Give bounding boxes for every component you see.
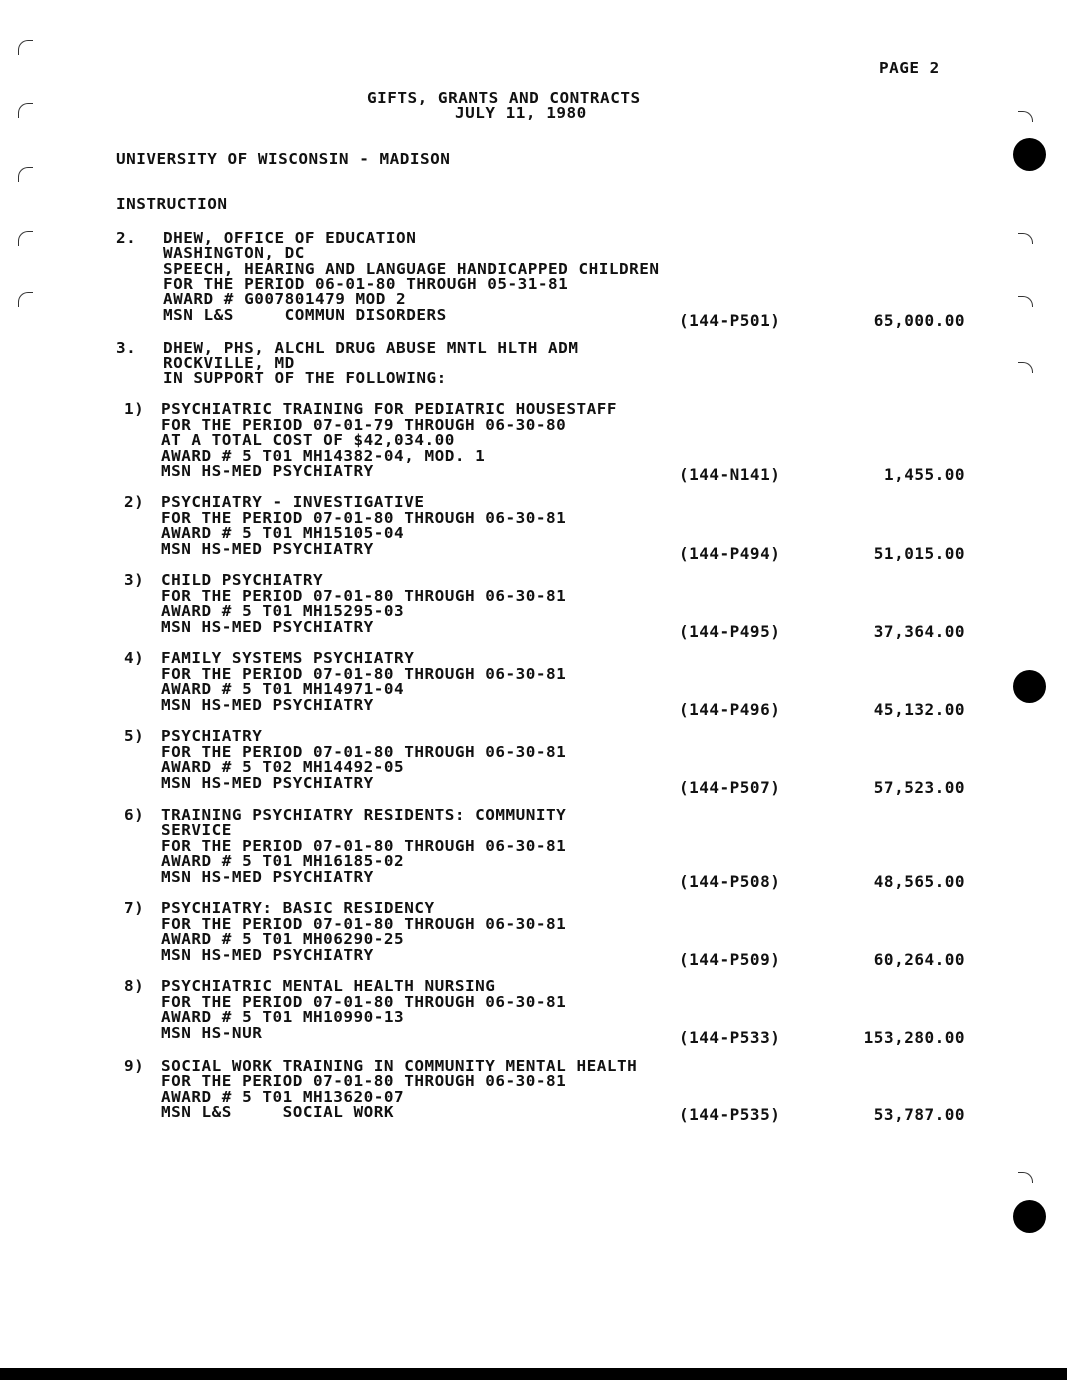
document-title: GIFTS, GRANTS AND CONTRACTS xyxy=(367,89,641,107)
edge-mark xyxy=(1018,362,1033,373)
item-line: PSYCHIATRY - INVESTIGATIVE xyxy=(161,493,425,511)
account-number: (144-P535) xyxy=(679,1105,781,1124)
section-heading: INSTRUCTION xyxy=(116,195,228,213)
account-number: (144-P508) xyxy=(679,872,781,891)
item-number: 7) xyxy=(124,899,145,917)
item-line: MSN HS-MED PSYCHIATRY xyxy=(161,462,374,480)
item-line: AWARD # 5 T01 MH10990-13 xyxy=(161,1008,405,1026)
item-line: DHEW, PHS, ALCHL DRUG ABUSE MNTL HLTH ADM xyxy=(163,339,579,357)
item-line: PSYCHIATRIC MENTAL HEALTH NURSING xyxy=(161,977,496,995)
document-date: JULY 11, 1980 xyxy=(455,104,587,122)
item-line: MSN HS-MED PSYCHIATRY xyxy=(161,696,374,714)
item-line: FOR THE PERIOD 07-01-80 THROUGH 06-30-81 xyxy=(161,993,567,1011)
item-line: AWARD # G007801479 MOD 2 xyxy=(163,290,407,308)
item-line: FAMILY SYSTEMS PSYCHIATRY xyxy=(161,649,415,667)
item-line: MSN HS-MED PSYCHIATRY xyxy=(161,868,374,886)
punch-hole-bottom xyxy=(1013,1200,1046,1233)
item-number: 5) xyxy=(124,727,145,745)
account-number: (144-P496) xyxy=(679,700,781,719)
award-amount: 37,364.00 xyxy=(873,622,965,641)
page-number: PAGE 2 xyxy=(879,59,940,77)
item-line: FOR THE PERIOD 07-01-79 THROUGH 06-30-80 xyxy=(161,416,567,434)
item-line: AWARD # 5 T01 MH15295-03 xyxy=(161,602,405,620)
edge-mark xyxy=(18,231,33,246)
award-amount: 45,132.00 xyxy=(873,700,965,719)
item-line: FOR THE PERIOD 07-01-80 THROUGH 06-30-81 xyxy=(161,587,567,605)
award-amount: 60,264.00 xyxy=(873,950,965,969)
item-line: TRAINING PSYCHIATRY RESIDENTS: COMMUNITY xyxy=(161,806,567,824)
item-line: DHEW, OFFICE OF EDUCATION xyxy=(163,229,417,247)
item-line: AWARD # 5 T01 MH06290-25 xyxy=(161,930,405,948)
item-line: ROCKVILLE, MD xyxy=(163,354,295,372)
item-number: 8) xyxy=(124,977,145,995)
award-amount: 48,565.00 xyxy=(873,872,965,891)
item-line: AWARD # 5 T01 MH14382-04, MOD. 1 xyxy=(161,447,486,465)
item-line: AWARD # 5 T01 MH14971-04 xyxy=(161,680,405,698)
account-number: (144-P494) xyxy=(679,544,781,563)
account-number: (144-P507) xyxy=(679,778,781,797)
award-amount: 51,015.00 xyxy=(873,544,965,563)
item-line: MSN L&S COMMUN DISORDERS xyxy=(163,306,447,324)
account-number: (144-P509) xyxy=(679,950,781,969)
item-line: FOR THE PERIOD 07-01-80 THROUGH 06-30-81 xyxy=(161,1072,567,1090)
scan-edge-bar xyxy=(0,1368,1067,1380)
item-number: 6) xyxy=(124,806,145,824)
item-line: FOR THE PERIOD 07-01-80 THROUGH 06-30-81 xyxy=(161,837,567,855)
item-number: 1) xyxy=(124,400,145,418)
item-line: PSYCHIATRY xyxy=(161,727,263,745)
item-line: MSN HS-MED PSYCHIATRY xyxy=(161,540,374,558)
item-number: 2) xyxy=(124,493,145,511)
edge-mark xyxy=(1018,1172,1033,1183)
item-number: 3. xyxy=(116,339,137,357)
award-amount: 57,523.00 xyxy=(873,778,965,797)
item-number: 9) xyxy=(124,1057,145,1075)
item-line: SOCIAL WORK TRAINING IN COMMUNITY MENTAL HEALTH xyxy=(161,1057,638,1075)
item-line: SERVICE xyxy=(161,821,232,839)
edge-mark xyxy=(18,167,33,182)
item-line: FOR THE PERIOD 07-01-80 THROUGH 06-30-81 xyxy=(161,509,567,527)
award-amount: 1,455.00 xyxy=(883,465,965,484)
account-number: (144-P501) xyxy=(679,311,781,330)
item-number: 2. xyxy=(116,229,137,247)
item-number: 3) xyxy=(124,571,145,589)
item-line: PSYCHIATRIC TRAINING FOR PEDIATRIC HOUSESTAFF xyxy=(161,400,617,418)
item-number: 4) xyxy=(124,649,145,667)
item-line: IN SUPPORT OF THE FOLLOWING: xyxy=(163,369,447,387)
edge-mark xyxy=(1018,296,1033,307)
item-line: MSN HS-NUR xyxy=(161,1024,263,1042)
item-line: MSN HS-MED PSYCHIATRY xyxy=(161,946,374,964)
item-line: AWARD # 5 T01 MH15105-04 xyxy=(161,524,405,542)
edge-mark xyxy=(18,103,33,118)
punch-hole-middle xyxy=(1013,670,1046,703)
item-line: AWARD # 5 T01 MH16185-02 xyxy=(161,852,405,870)
item-line: CHILD PSYCHIATRY xyxy=(161,571,324,589)
item-line: AWARD # 5 T01 MH13620-07 xyxy=(161,1088,405,1106)
award-amount: 153,280.00 xyxy=(863,1028,965,1047)
account-number: (144-P495) xyxy=(679,622,781,641)
edge-mark xyxy=(18,40,33,55)
item-line: AWARD # 5 T02 MH14492-05 xyxy=(161,758,405,776)
item-line: WASHINGTON, DC xyxy=(163,244,305,262)
item-line: FOR THE PERIOD 06-01-80 THROUGH 05-31-81 xyxy=(163,275,569,293)
award-amount: 65,000.00 xyxy=(873,311,965,330)
account-number: (144-P533) xyxy=(679,1028,781,1047)
item-line: FOR THE PERIOD 07-01-80 THROUGH 06-30-81 xyxy=(161,915,567,933)
item-line: MSN L&S SOCIAL WORK xyxy=(161,1103,395,1121)
account-number: (144-N141) xyxy=(679,465,781,484)
edge-mark xyxy=(18,292,33,307)
item-line: MSN HS-MED PSYCHIATRY xyxy=(161,618,374,636)
edge-mark xyxy=(1018,111,1033,122)
item-line: MSN HS-MED PSYCHIATRY xyxy=(161,774,374,792)
item-line: PSYCHIATRY: BASIC RESIDENCY xyxy=(161,899,435,917)
item-line: SPEECH, HEARING AND LANGUAGE HANDICAPPED CHILDREN xyxy=(163,260,660,278)
item-line: FOR THE PERIOD 07-01-80 THROUGH 06-30-81 xyxy=(161,665,567,683)
award-amount: 53,787.00 xyxy=(873,1105,965,1124)
institution-name: UNIVERSITY OF WISCONSIN - MADISON xyxy=(116,150,451,168)
punch-hole-top xyxy=(1013,138,1046,171)
item-line: AT A TOTAL COST OF $42,034.00 xyxy=(161,431,455,449)
edge-mark xyxy=(1018,233,1033,244)
item-line: FOR THE PERIOD 07-01-80 THROUGH 06-30-81 xyxy=(161,743,567,761)
